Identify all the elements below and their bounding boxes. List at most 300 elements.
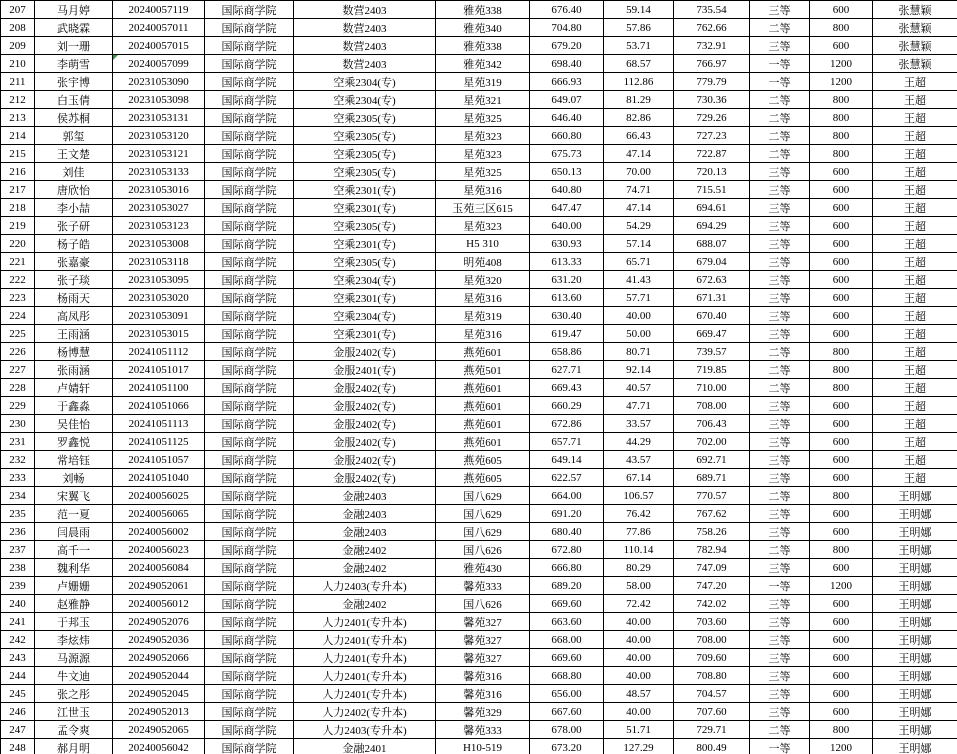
cell-student-id[interactable]: 20231053027	[113, 199, 205, 217]
cell-amount[interactable]: 800	[810, 109, 873, 127]
cell-level[interactable]: 一等	[750, 55, 810, 73]
cell-row-number[interactable]: 246	[1, 703, 35, 721]
cell-score-2[interactable]: 40.00	[604, 649, 674, 667]
cell-score-2[interactable]: 76.42	[604, 505, 674, 523]
cell-score-1[interactable]: 675.73	[530, 145, 604, 163]
cell-score-1[interactable]: 613.33	[530, 253, 604, 271]
cell-college[interactable]: 国际商学院	[205, 379, 294, 397]
cell-student-id[interactable]: 20231053016	[113, 181, 205, 199]
cell-class[interactable]: 人力2401(专升本)	[294, 649, 436, 667]
cell-score-2[interactable]: 67.14	[604, 469, 674, 487]
cell-amount[interactable]: 600	[810, 433, 873, 451]
cell-student-id[interactable]: 20241051057	[113, 451, 205, 469]
cell-name[interactable]: 杨雨天	[35, 289, 113, 307]
cell-student-id[interactable]: 20241051040	[113, 469, 205, 487]
cell-dorm[interactable]: 燕苑501	[436, 361, 530, 379]
cell-class[interactable]: 金服2402(专)	[294, 343, 436, 361]
cell-student-id[interactable]: 20249052066	[113, 649, 205, 667]
cell-score-2[interactable]: 58.00	[604, 577, 674, 595]
cell-counselor[interactable]: 王超	[873, 181, 957, 199]
cell-college[interactable]: 国际商学院	[205, 253, 294, 271]
cell-score-1[interactable]: 627.71	[530, 361, 604, 379]
cell-row-number[interactable]: 219	[1, 217, 35, 235]
cell-student-id[interactable]: 20241051112	[113, 343, 205, 361]
cell-score-2[interactable]: 44.29	[604, 433, 674, 451]
cell-row-number[interactable]: 210	[1, 55, 35, 73]
cell-amount[interactable]: 600	[810, 307, 873, 325]
cell-college[interactable]: 国际商学院	[205, 361, 294, 379]
cell-amount[interactable]: 800	[810, 91, 873, 109]
cell-class[interactable]: 空乘2305(专)	[294, 127, 436, 145]
cell-dorm[interactable]: 馨苑329	[436, 703, 530, 721]
cell-class[interactable]: 人力2403(专升本)	[294, 721, 436, 739]
cell-amount[interactable]: 800	[810, 541, 873, 559]
cell-score-2[interactable]: 51.71	[604, 721, 674, 739]
cell-score-1[interactable]: 630.40	[530, 307, 604, 325]
cell-counselor[interactable]: 王超	[873, 127, 957, 145]
cell-counselor[interactable]: 王明娜	[873, 739, 957, 754]
cell-class[interactable]: 金服2402(专)	[294, 433, 436, 451]
cell-name[interactable]: 郝月明	[35, 739, 113, 754]
cell-level[interactable]: 三等	[750, 325, 810, 343]
cell-row-number[interactable]: 209	[1, 37, 35, 55]
cell-total[interactable]: 719.85	[674, 361, 750, 379]
cell-dorm[interactable]: 馨苑333	[436, 577, 530, 595]
cell-level[interactable]: 三等	[750, 631, 810, 649]
cell-level[interactable]: 三等	[750, 217, 810, 235]
cell-name[interactable]: 刘一珊	[35, 37, 113, 55]
cell-level[interactable]: 三等	[750, 397, 810, 415]
cell-row-number[interactable]: 223	[1, 289, 35, 307]
cell-name[interactable]: 张宇博	[35, 73, 113, 91]
cell-name[interactable]: 江世玉	[35, 703, 113, 721]
cell-student-id[interactable]: 20231053020	[113, 289, 205, 307]
cell-name[interactable]: 杨博慧	[35, 343, 113, 361]
cell-college[interactable]: 国际商学院	[205, 199, 294, 217]
cell-row-number[interactable]: 235	[1, 505, 35, 523]
cell-student-id[interactable]: 20231053118	[113, 253, 205, 271]
cell-student-id[interactable]: 20231053015	[113, 325, 205, 343]
cell-class[interactable]: 金融2403	[294, 523, 436, 541]
cell-counselor[interactable]: 王超	[873, 73, 957, 91]
cell-college[interactable]: 国际商学院	[205, 667, 294, 685]
cell-row-number[interactable]: 241	[1, 613, 35, 631]
cell-score-1[interactable]: 691.20	[530, 505, 604, 523]
cell-counselor[interactable]: 王明娜	[873, 523, 957, 541]
cell-row-number[interactable]: 227	[1, 361, 35, 379]
cell-row-number[interactable]: 237	[1, 541, 35, 559]
cell-student-id[interactable]: 20231053091	[113, 307, 205, 325]
cell-total[interactable]: 767.62	[674, 505, 750, 523]
cell-total[interactable]: 720.13	[674, 163, 750, 181]
cell-counselor[interactable]: 王超	[873, 415, 957, 433]
cell-total[interactable]: 708.00	[674, 397, 750, 415]
cell-amount[interactable]: 1200	[810, 73, 873, 91]
cell-counselor[interactable]: 王明娜	[873, 541, 957, 559]
cell-dorm[interactable]: 燕苑601	[436, 343, 530, 361]
cell-score-1[interactable]: 667.60	[530, 703, 604, 721]
cell-score-2[interactable]: 57.14	[604, 235, 674, 253]
cell-name[interactable]: 杨子皓	[35, 235, 113, 253]
cell-score-2[interactable]: 68.57	[604, 55, 674, 73]
cell-college[interactable]: 国际商学院	[205, 217, 294, 235]
cell-dorm[interactable]: 星苑316	[436, 181, 530, 199]
cell-college[interactable]: 国际商学院	[205, 433, 294, 451]
cell-total[interactable]: 708.00	[674, 631, 750, 649]
cell-counselor[interactable]: 王明娜	[873, 613, 957, 631]
cell-score-2[interactable]: 41.43	[604, 271, 674, 289]
cell-total[interactable]: 729.26	[674, 109, 750, 127]
cell-dorm[interactable]: 燕苑605	[436, 451, 530, 469]
cell-total[interactable]: 800.49	[674, 739, 750, 754]
cell-counselor[interactable]: 王超	[873, 325, 957, 343]
cell-row-number[interactable]: 208	[1, 19, 35, 37]
cell-college[interactable]: 国际商学院	[205, 1, 294, 19]
cell-counselor[interactable]: 王超	[873, 307, 957, 325]
cell-college[interactable]: 国际商学院	[205, 703, 294, 721]
cell-student-id[interactable]: 20240056042	[113, 739, 205, 754]
cell-score-1[interactable]: 672.86	[530, 415, 604, 433]
cell-score-2[interactable]: 110.14	[604, 541, 674, 559]
cell-total[interactable]: 703.60	[674, 613, 750, 631]
cell-student-id[interactable]: 20249052045	[113, 685, 205, 703]
cell-level[interactable]: 三等	[750, 433, 810, 451]
cell-class[interactable]: 金服2402(专)	[294, 415, 436, 433]
cell-score-1[interactable]: 649.14	[530, 451, 604, 469]
cell-name[interactable]: 李小喆	[35, 199, 113, 217]
cell-name[interactable]: 张雨涵	[35, 361, 113, 379]
cell-name[interactable]: 白玉倩	[35, 91, 113, 109]
cell-total[interactable]: 766.97	[674, 55, 750, 73]
cell-level[interactable]: 二等	[750, 145, 810, 163]
cell-total[interactable]: 692.71	[674, 451, 750, 469]
cell-name[interactable]: 侯苏桐	[35, 109, 113, 127]
cell-score-1[interactable]: 650.13	[530, 163, 604, 181]
cell-total[interactable]: 722.87	[674, 145, 750, 163]
cell-counselor[interactable]: 王超	[873, 451, 957, 469]
cell-level[interactable]: 三等	[750, 37, 810, 55]
cell-total[interactable]: 694.29	[674, 217, 750, 235]
cell-amount[interactable]: 800	[810, 721, 873, 739]
cell-student-id[interactable]: 20231053090	[113, 73, 205, 91]
cell-dorm[interactable]: 雅苑430	[436, 559, 530, 577]
cell-counselor[interactable]: 王超	[873, 91, 957, 109]
cell-name[interactable]: 张子研	[35, 217, 113, 235]
cell-amount[interactable]: 600	[810, 595, 873, 613]
cell-name[interactable]: 李炫炜	[35, 631, 113, 649]
cell-level[interactable]: 三等	[750, 253, 810, 271]
cell-row-number[interactable]: 224	[1, 307, 35, 325]
cell-level[interactable]: 三等	[750, 181, 810, 199]
cell-name[interactable]: 高千一	[35, 541, 113, 559]
cell-class[interactable]: 数营2403	[294, 1, 436, 19]
cell-total[interactable]: 669.47	[674, 325, 750, 343]
cell-score-2[interactable]: 77.86	[604, 523, 674, 541]
cell-score-2[interactable]: 112.86	[604, 73, 674, 91]
cell-college[interactable]: 国际商学院	[205, 55, 294, 73]
cell-college[interactable]: 国际商学院	[205, 343, 294, 361]
cell-amount[interactable]: 800	[810, 343, 873, 361]
cell-dorm[interactable]: 星苑319	[436, 73, 530, 91]
cell-score-1[interactable]: 666.80	[530, 559, 604, 577]
cell-dorm[interactable]: 国八629	[436, 487, 530, 505]
cell-level[interactable]: 二等	[750, 343, 810, 361]
cell-counselor[interactable]: 王明娜	[873, 595, 957, 613]
cell-name[interactable]: 卢姗姗	[35, 577, 113, 595]
cell-amount[interactable]: 600	[810, 451, 873, 469]
cell-amount[interactable]: 800	[810, 379, 873, 397]
cell-row-number[interactable]: 218	[1, 199, 35, 217]
cell-student-id[interactable]: 20231053123	[113, 217, 205, 235]
cell-level[interactable]: 二等	[750, 487, 810, 505]
cell-total[interactable]: 735.54	[674, 1, 750, 19]
cell-college[interactable]: 国际商学院	[205, 469, 294, 487]
cell-name[interactable]: 牛文迪	[35, 667, 113, 685]
cell-score-2[interactable]: 66.43	[604, 127, 674, 145]
cell-row-number[interactable]: 214	[1, 127, 35, 145]
cell-counselor[interactable]: 张慧颖	[873, 55, 957, 73]
cell-amount[interactable]: 600	[810, 163, 873, 181]
cell-score-2[interactable]: 47.14	[604, 199, 674, 217]
cell-row-number[interactable]: 226	[1, 343, 35, 361]
cell-name[interactable]: 范一夏	[35, 505, 113, 523]
cell-total[interactable]: 729.71	[674, 721, 750, 739]
cell-dorm[interactable]: 明苑408	[436, 253, 530, 271]
cell-counselor[interactable]: 王超	[873, 253, 957, 271]
cell-score-2[interactable]: 48.57	[604, 685, 674, 703]
cell-score-2[interactable]: 40.00	[604, 307, 674, 325]
cell-dorm[interactable]: 雅苑338	[436, 1, 530, 19]
cell-amount[interactable]: 600	[810, 217, 873, 235]
cell-row-number[interactable]: 221	[1, 253, 35, 271]
cell-name[interactable]: 李萌雪	[35, 55, 113, 73]
cell-level[interactable]: 三等	[750, 469, 810, 487]
cell-dorm[interactable]: 馨苑333	[436, 721, 530, 739]
cell-class[interactable]: 人力2401(专升本)	[294, 613, 436, 631]
cell-counselor[interactable]: 王超	[873, 289, 957, 307]
cell-student-id[interactable]: 20231053121	[113, 145, 205, 163]
cell-score-1[interactable]: 660.29	[530, 397, 604, 415]
cell-counselor[interactable]: 王超	[873, 199, 957, 217]
cell-student-id[interactable]: 20231053133	[113, 163, 205, 181]
cell-name[interactable]: 张嘉豪	[35, 253, 113, 271]
cell-amount[interactable]: 1200	[810, 577, 873, 595]
cell-score-2[interactable]: 80.71	[604, 343, 674, 361]
cell-college[interactable]: 国际商学院	[205, 73, 294, 91]
cell-student-id[interactable]: 20241051125	[113, 433, 205, 451]
cell-row-number[interactable]: 233	[1, 469, 35, 487]
cell-student-id[interactable]: 20231053131	[113, 109, 205, 127]
cell-name[interactable]: 马月婷	[35, 1, 113, 19]
cell-college[interactable]: 国际商学院	[205, 127, 294, 145]
cell-level[interactable]: 二等	[750, 379, 810, 397]
cell-total[interactable]: 770.57	[674, 487, 750, 505]
cell-class[interactable]: 空乘2301(专)	[294, 325, 436, 343]
cell-total[interactable]: 782.94	[674, 541, 750, 559]
cell-student-id[interactable]: 20241051113	[113, 415, 205, 433]
cell-student-id[interactable]: 20240056023	[113, 541, 205, 559]
cell-amount[interactable]: 600	[810, 1, 873, 19]
cell-class[interactable]: 空乘2305(专)	[294, 145, 436, 163]
cell-class[interactable]: 数营2403	[294, 37, 436, 55]
cell-class[interactable]: 空乘2304(专)	[294, 307, 436, 325]
cell-student-id[interactable]: 20240057011	[113, 19, 205, 37]
cell-student-id[interactable]: 20240057015	[113, 37, 205, 55]
cell-college[interactable]: 国际商学院	[205, 235, 294, 253]
cell-name[interactable]: 罗鑫悦	[35, 433, 113, 451]
cell-amount[interactable]: 600	[810, 253, 873, 271]
cell-row-number[interactable]: 213	[1, 109, 35, 127]
cell-amount[interactable]: 600	[810, 415, 873, 433]
cell-total[interactable]: 758.26	[674, 523, 750, 541]
cell-total[interactable]: 747.20	[674, 577, 750, 595]
cell-score-1[interactable]: 660.80	[530, 127, 604, 145]
cell-class[interactable]: 空乘2304(专)	[294, 91, 436, 109]
cell-student-id[interactable]: 20241051066	[113, 397, 205, 415]
cell-total[interactable]: 747.09	[674, 559, 750, 577]
cell-score-2[interactable]: 70.00	[604, 163, 674, 181]
cell-counselor[interactable]: 王明娜	[873, 631, 957, 649]
cell-name[interactable]: 赵雅静	[35, 595, 113, 613]
cell-score-2[interactable]: 43.57	[604, 451, 674, 469]
cell-amount[interactable]: 1200	[810, 55, 873, 73]
cell-dorm[interactable]: H5 310	[436, 235, 530, 253]
cell-dorm[interactable]: 国八629	[436, 505, 530, 523]
cell-level[interactable]: 二等	[750, 127, 810, 145]
cell-college[interactable]: 国际商学院	[205, 559, 294, 577]
cell-college[interactable]: 国际商学院	[205, 613, 294, 631]
cell-level[interactable]: 二等	[750, 19, 810, 37]
cell-score-1[interactable]: 689.20	[530, 577, 604, 595]
cell-student-id[interactable]: 20240056084	[113, 559, 205, 577]
cell-college[interactable]: 国际商学院	[205, 505, 294, 523]
cell-amount[interactable]: 600	[810, 235, 873, 253]
cell-score-2[interactable]: 57.71	[604, 289, 674, 307]
cell-amount[interactable]: 600	[810, 631, 873, 649]
cell-score-1[interactable]: 640.00	[530, 217, 604, 235]
cell-class[interactable]: 人力2401(专升本)	[294, 685, 436, 703]
cell-student-id[interactable]: 20240056012	[113, 595, 205, 613]
cell-dorm[interactable]: 燕苑601	[436, 415, 530, 433]
cell-score-1[interactable]: 676.40	[530, 1, 604, 19]
cell-class[interactable]: 空乘2305(专)	[294, 163, 436, 181]
cell-class[interactable]: 空乘2304(专)	[294, 271, 436, 289]
cell-counselor[interactable]: 王超	[873, 163, 957, 181]
cell-score-2[interactable]: 65.71	[604, 253, 674, 271]
cell-level[interactable]: 三等	[750, 289, 810, 307]
cell-name[interactable]: 于鑫淼	[35, 397, 113, 415]
cell-row-number[interactable]: 242	[1, 631, 35, 649]
cell-score-1[interactable]: 669.60	[530, 595, 604, 613]
cell-row-number[interactable]: 230	[1, 415, 35, 433]
cell-total[interactable]: 679.04	[674, 253, 750, 271]
cell-class[interactable]: 金融2402	[294, 541, 436, 559]
cell-score-2[interactable]: 74.71	[604, 181, 674, 199]
cell-student-id[interactable]: 20249052044	[113, 667, 205, 685]
cell-dorm[interactable]: 星苑323	[436, 145, 530, 163]
cell-student-id[interactable]: 20240057119	[113, 1, 205, 19]
cell-name[interactable]: 武晓霖	[35, 19, 113, 37]
cell-dorm[interactable]: 雅苑338	[436, 37, 530, 55]
cell-row-number[interactable]: 222	[1, 271, 35, 289]
cell-level[interactable]: 三等	[750, 163, 810, 181]
cell-dorm[interactable]: 馨苑316	[436, 685, 530, 703]
cell-counselor[interactable]: 王明娜	[873, 559, 957, 577]
cell-total[interactable]: 715.51	[674, 181, 750, 199]
cell-counselor[interactable]: 王明娜	[873, 685, 957, 703]
cell-dorm[interactable]: 星苑325	[436, 163, 530, 181]
cell-college[interactable]: 国际商学院	[205, 487, 294, 505]
cell-college[interactable]: 国际商学院	[205, 595, 294, 613]
cell-level[interactable]: 二等	[750, 541, 810, 559]
cell-total[interactable]: 742.02	[674, 595, 750, 613]
cell-level[interactable]: 三等	[750, 505, 810, 523]
cell-class[interactable]: 数营2403	[294, 19, 436, 37]
cell-class[interactable]: 人力2401(专升本)	[294, 631, 436, 649]
cell-class[interactable]: 金融2402	[294, 595, 436, 613]
cell-total[interactable]: 708.80	[674, 667, 750, 685]
cell-total[interactable]: 670.40	[674, 307, 750, 325]
cell-score-1[interactable]: 669.60	[530, 649, 604, 667]
cell-amount[interactable]: 600	[810, 325, 873, 343]
cell-row-number[interactable]: 216	[1, 163, 35, 181]
cell-level[interactable]: 三等	[750, 559, 810, 577]
cell-college[interactable]: 国际商学院	[205, 739, 294, 754]
cell-class[interactable]: 空乘2301(专)	[294, 199, 436, 217]
cell-amount[interactable]: 800	[810, 361, 873, 379]
cell-score-1[interactable]: 704.80	[530, 19, 604, 37]
cell-score-1[interactable]: 657.71	[530, 433, 604, 451]
cell-level[interactable]: 三等	[750, 271, 810, 289]
cell-score-2[interactable]: 47.71	[604, 397, 674, 415]
cell-row-number[interactable]: 234	[1, 487, 35, 505]
cell-total[interactable]: 702.00	[674, 433, 750, 451]
cell-college[interactable]: 国际商学院	[205, 91, 294, 109]
cell-amount[interactable]: 600	[810, 199, 873, 217]
cell-amount[interactable]: 600	[810, 685, 873, 703]
cell-class[interactable]: 金融2403	[294, 487, 436, 505]
cell-class[interactable]: 数营2403	[294, 55, 436, 73]
cell-dorm[interactable]: 玉苑三区615	[436, 199, 530, 217]
cell-student-id[interactable]: 20231053008	[113, 235, 205, 253]
cell-class[interactable]: 空乘2305(专)	[294, 217, 436, 235]
cell-name[interactable]: 马源源	[35, 649, 113, 667]
cell-score-1[interactable]: 698.40	[530, 55, 604, 73]
cell-total[interactable]: 672.63	[674, 271, 750, 289]
cell-row-number[interactable]: 232	[1, 451, 35, 469]
cell-total[interactable]: 710.00	[674, 379, 750, 397]
cell-amount[interactable]: 1200	[810, 739, 873, 754]
cell-college[interactable]: 国际商学院	[205, 145, 294, 163]
cell-score-1[interactable]: 649.07	[530, 91, 604, 109]
cell-row-number[interactable]: 231	[1, 433, 35, 451]
cell-amount[interactable]: 600	[810, 523, 873, 541]
cell-dorm[interactable]: 馨苑327	[436, 649, 530, 667]
cell-score-2[interactable]: 54.29	[604, 217, 674, 235]
cell-class[interactable]: 金融2401	[294, 739, 436, 754]
cell-row-number[interactable]: 220	[1, 235, 35, 253]
cell-row-number[interactable]: 248	[1, 739, 35, 754]
cell-student-id[interactable]: 20231053095	[113, 271, 205, 289]
cell-score-1[interactable]: 666.93	[530, 73, 604, 91]
cell-counselor[interactable]: 王明娜	[873, 505, 957, 523]
cell-student-id[interactable]: 20249052065	[113, 721, 205, 739]
cell-score-1[interactable]: 613.60	[530, 289, 604, 307]
cell-class[interactable]: 空乘2301(专)	[294, 181, 436, 199]
cell-score-1[interactable]: 646.40	[530, 109, 604, 127]
cell-college[interactable]: 国际商学院	[205, 415, 294, 433]
cell-dorm[interactable]: 馨苑327	[436, 613, 530, 631]
